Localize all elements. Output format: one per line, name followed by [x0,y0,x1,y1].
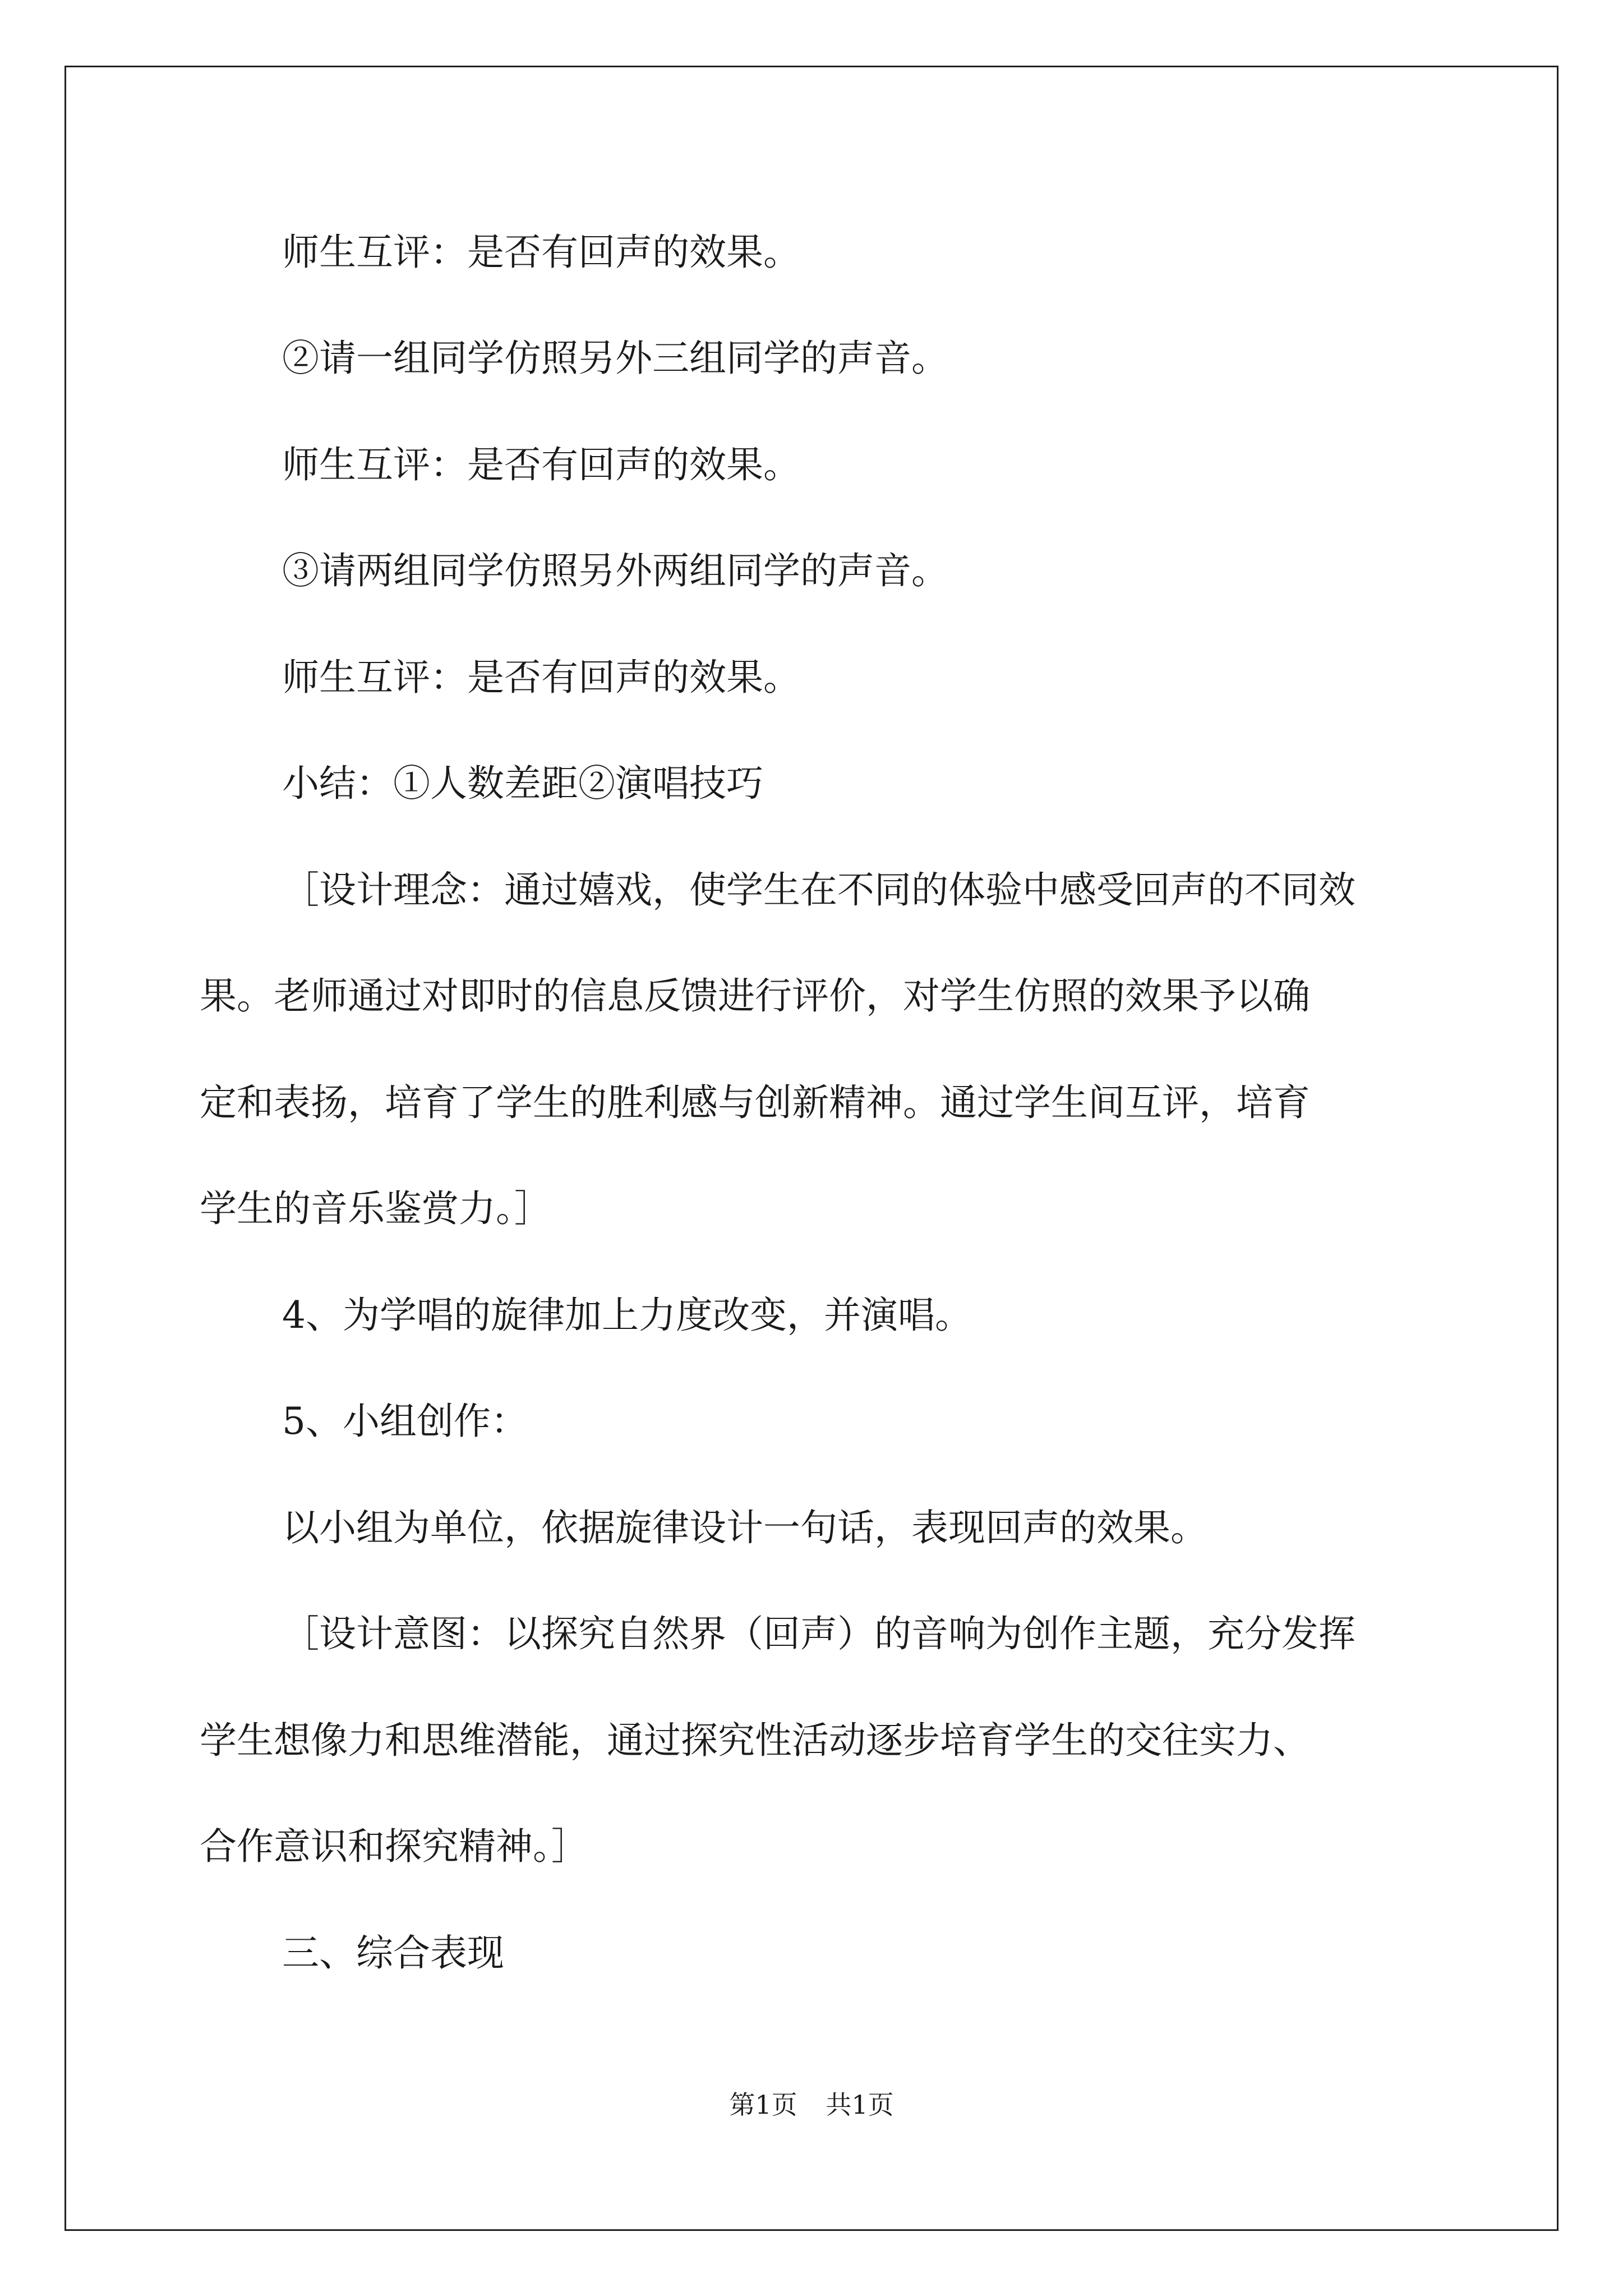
paragraph-line: ②请一组同学仿照另外三组同学的声音。 [282,337,948,380]
paragraph-line: 师生互评：是否有回声的效果。 [282,443,800,486]
paragraph-line: 5、小组创作： [282,1400,528,1443]
paragraph-line: 学生想像力和思维潜能，通过探究性活动逐步培育学生的交往实力、 [200,1719,1310,1762]
page-number: 第1页 [729,2090,797,2120]
page-total: 共1页 [826,2090,894,2120]
paragraph-line: ［设计理念：通过嬉戏，使学生在不同的体验中感受回声的不同效 [282,868,1355,912]
paragraph-line: 小结：①人数差距②演唱技巧 [282,762,763,805]
paragraph-line: ［设计意图：以探究自然界（回声）的音响为创作主题，充分发挥 [282,1612,1355,1655]
paragraph-line: 定和表扬，培育了学生的胜利感与创新精神。通过学生间互评，培育 [200,1081,1310,1124]
paragraph-line: 合作意识和探究精神。］ [200,1825,588,1868]
paragraph-line: 以小组为单位，依据旋律设计一句话，表现回声的效果。 [282,1506,1207,1549]
page-footer [0,2088,1623,2122]
paragraph-line: 学生的音乐鉴赏力。］ [200,1187,551,1230]
page-border [64,66,1559,2231]
paragraph-line: 4、为学唱的旋律加上力度改变，并演唱。 [282,1294,972,1337]
paragraph-line: ③请两组同学仿照另外两组同学的声音。 [282,549,948,592]
paragraph-line: 果。老师通过对即时的信息反馈进行评价，对学生仿照的效果予以确 [200,974,1310,1018]
paragraph-line: 三、综合表现 [282,1931,504,1975]
paragraph-line: 师生互评：是否有回声的效果。 [282,656,800,699]
paragraph-line: 师生互评：是否有回声的效果。 [282,231,800,274]
